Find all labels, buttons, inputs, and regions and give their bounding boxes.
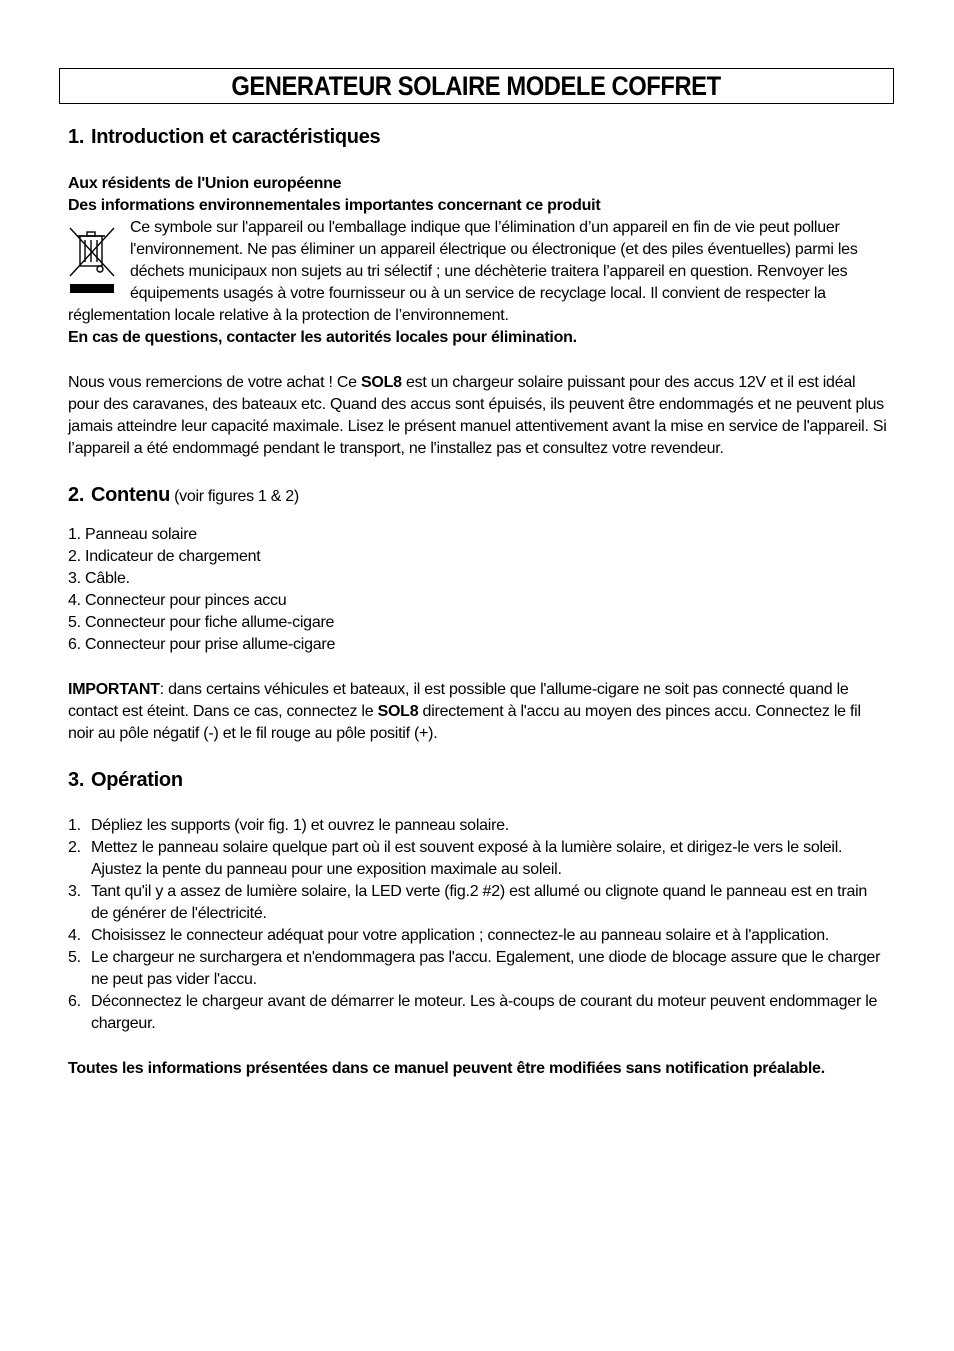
list-item [68, 837, 888, 881]
important-text-a: : dans certains véhicules et bateaux, il est possible que l'allume-cigare ne soit pas connecté quand le contact est éteint. Dans ce cas, connectez le [68, 681, 849, 720]
important-paragraph [68, 679, 888, 745]
list-item: 1. Panneau solaire [68, 526, 197, 543]
title-box [59, 68, 894, 104]
crossed-out-wheelie-bin-icon [68, 226, 116, 296]
weee-notice-text-end: réglementation locale relative à la protection de l’environnement. [68, 307, 509, 324]
eu-residents-line: Aux résidents de l'Union européenne [68, 175, 342, 192]
list-item: 5. Connecteur pour fiche allume-cigare [68, 614, 335, 631]
list-item [68, 881, 888, 925]
section2-title: Contenu [91, 484, 170, 506]
step-number: 2. [68, 839, 81, 856]
intro-text-a: Nous vous remercions de votre achat ! Ce [68, 374, 361, 391]
weee-notice-text: Ce symbole sur l'appareil ou l'emballage indique que l’élimination d’un appareil en fin de vie peut polluer l'environnement. Ne pas éliminer un appareil électrique ou électronique (et des piles éventuelles) parmi les déchets municipaux non sujets au tri sélectif ; une déchèterie traitera l’appareil en question. Renvoyer les équipements usagés à votre fournisseur ou à un service de recyclage local. Il convient de respecter la [130, 219, 858, 302]
list-item [68, 815, 888, 837]
list-item: 2. Indicateur de chargement [68, 548, 261, 565]
intro-paragraph [68, 372, 888, 460]
list-item [68, 947, 888, 991]
footer-note: Toutes les informations présentées dans ce manuel peuvent être modifiées sans notification préalable. [68, 1060, 825, 1077]
step-text: Dépliez les supports (voir fig. 1) et ouvrez le panneau solaire. [91, 817, 509, 834]
section3-title: Opération [91, 769, 183, 791]
list-item: 4. Connecteur pour pinces accu [68, 592, 287, 609]
list-item [68, 991, 888, 1035]
section2-heading-note: (voir figures 1 & 2) [170, 488, 299, 505]
step-text: Tant qu'il y a assez de lumière solaire, la LED verte (fig.2 #2) est allumé ou clignote quand le panneau est en train de générer de l'électricité. [91, 883, 868, 922]
section1-number: 1. [68, 126, 85, 148]
operation-steps [68, 815, 888, 1035]
list-item: 3. Câble. [68, 570, 130, 587]
step-number: 3. [68, 883, 81, 900]
section2-number: 2. [68, 484, 85, 506]
step-number: 6. [68, 993, 81, 1010]
intro-text-b: est un chargeur solaire puissant pour des accus 12V et il est idéal pour des caravanes, des bateaux etc. Quand des accus sont épuisés, ils peuvent être endommagés et ne peuvent plus jamais atteindre leur capacité maximale. Lisez le présent manuel attentivement avant la mise en service de l'appareil. Si l’appareil a été endommagé pendant le transport, ne l'installez pas et consultez votre revendeur. [68, 374, 887, 457]
contact-authorities-line: En cas de questions, contacter les autorités locales pour élimination. [68, 329, 577, 346]
section2-heading [68, 483, 888, 509]
step-text: Mettez le panneau solaire quelque part où il est souvent exposé à la lumière solaire, et dirigez-le vers le soleil. Ajustez la pente du panneau pour une exposition maximale au soleil. [91, 839, 843, 878]
section3-number: 3. [68, 769, 85, 791]
list-item: 6. Connecteur pour prise allume-cigare [68, 636, 336, 653]
list-item [68, 925, 888, 947]
section3-heading [68, 768, 888, 792]
step-number: 1. [68, 817, 81, 834]
step-text: Choisissez le connecteur adéquat pour votre application ; connectez-le au panneau solaire et à l'application. [91, 927, 830, 944]
important-text-b: directement à l'accu au moyen des pinces accu. Connectez le fil noir au pôle négatif (-) et le fil rouge au pôle positif (+). [68, 703, 861, 742]
intro-model-name: SOL8 [361, 374, 402, 391]
important-label: IMPORTANT [68, 681, 160, 698]
page-title: GENERATEUR SOLAIRE MODELE COFFRET [231, 71, 722, 101]
contents-list [68, 524, 888, 656]
section1-title: Introduction et caractéristiques [91, 126, 381, 148]
step-text: Le chargeur ne surchargera et n'endommagera pas l'accu. Egalement, une diode de blocage assure que le charger ne peut pas vider l'accu. [91, 949, 881, 988]
step-number: 4. [68, 927, 81, 944]
important-model-name: SOL8 [377, 703, 419, 720]
step-text: Déconnectez le chargeur avant de démarrer le moteur. Les à-coups de courant du moteur peuvent endommager le chargeur. [91, 993, 878, 1032]
step-number: 5. [68, 949, 81, 966]
environment-info-line: Des informations environnementales importantes concernant ce produit [68, 197, 601, 214]
section1-heading [68, 125, 888, 149]
